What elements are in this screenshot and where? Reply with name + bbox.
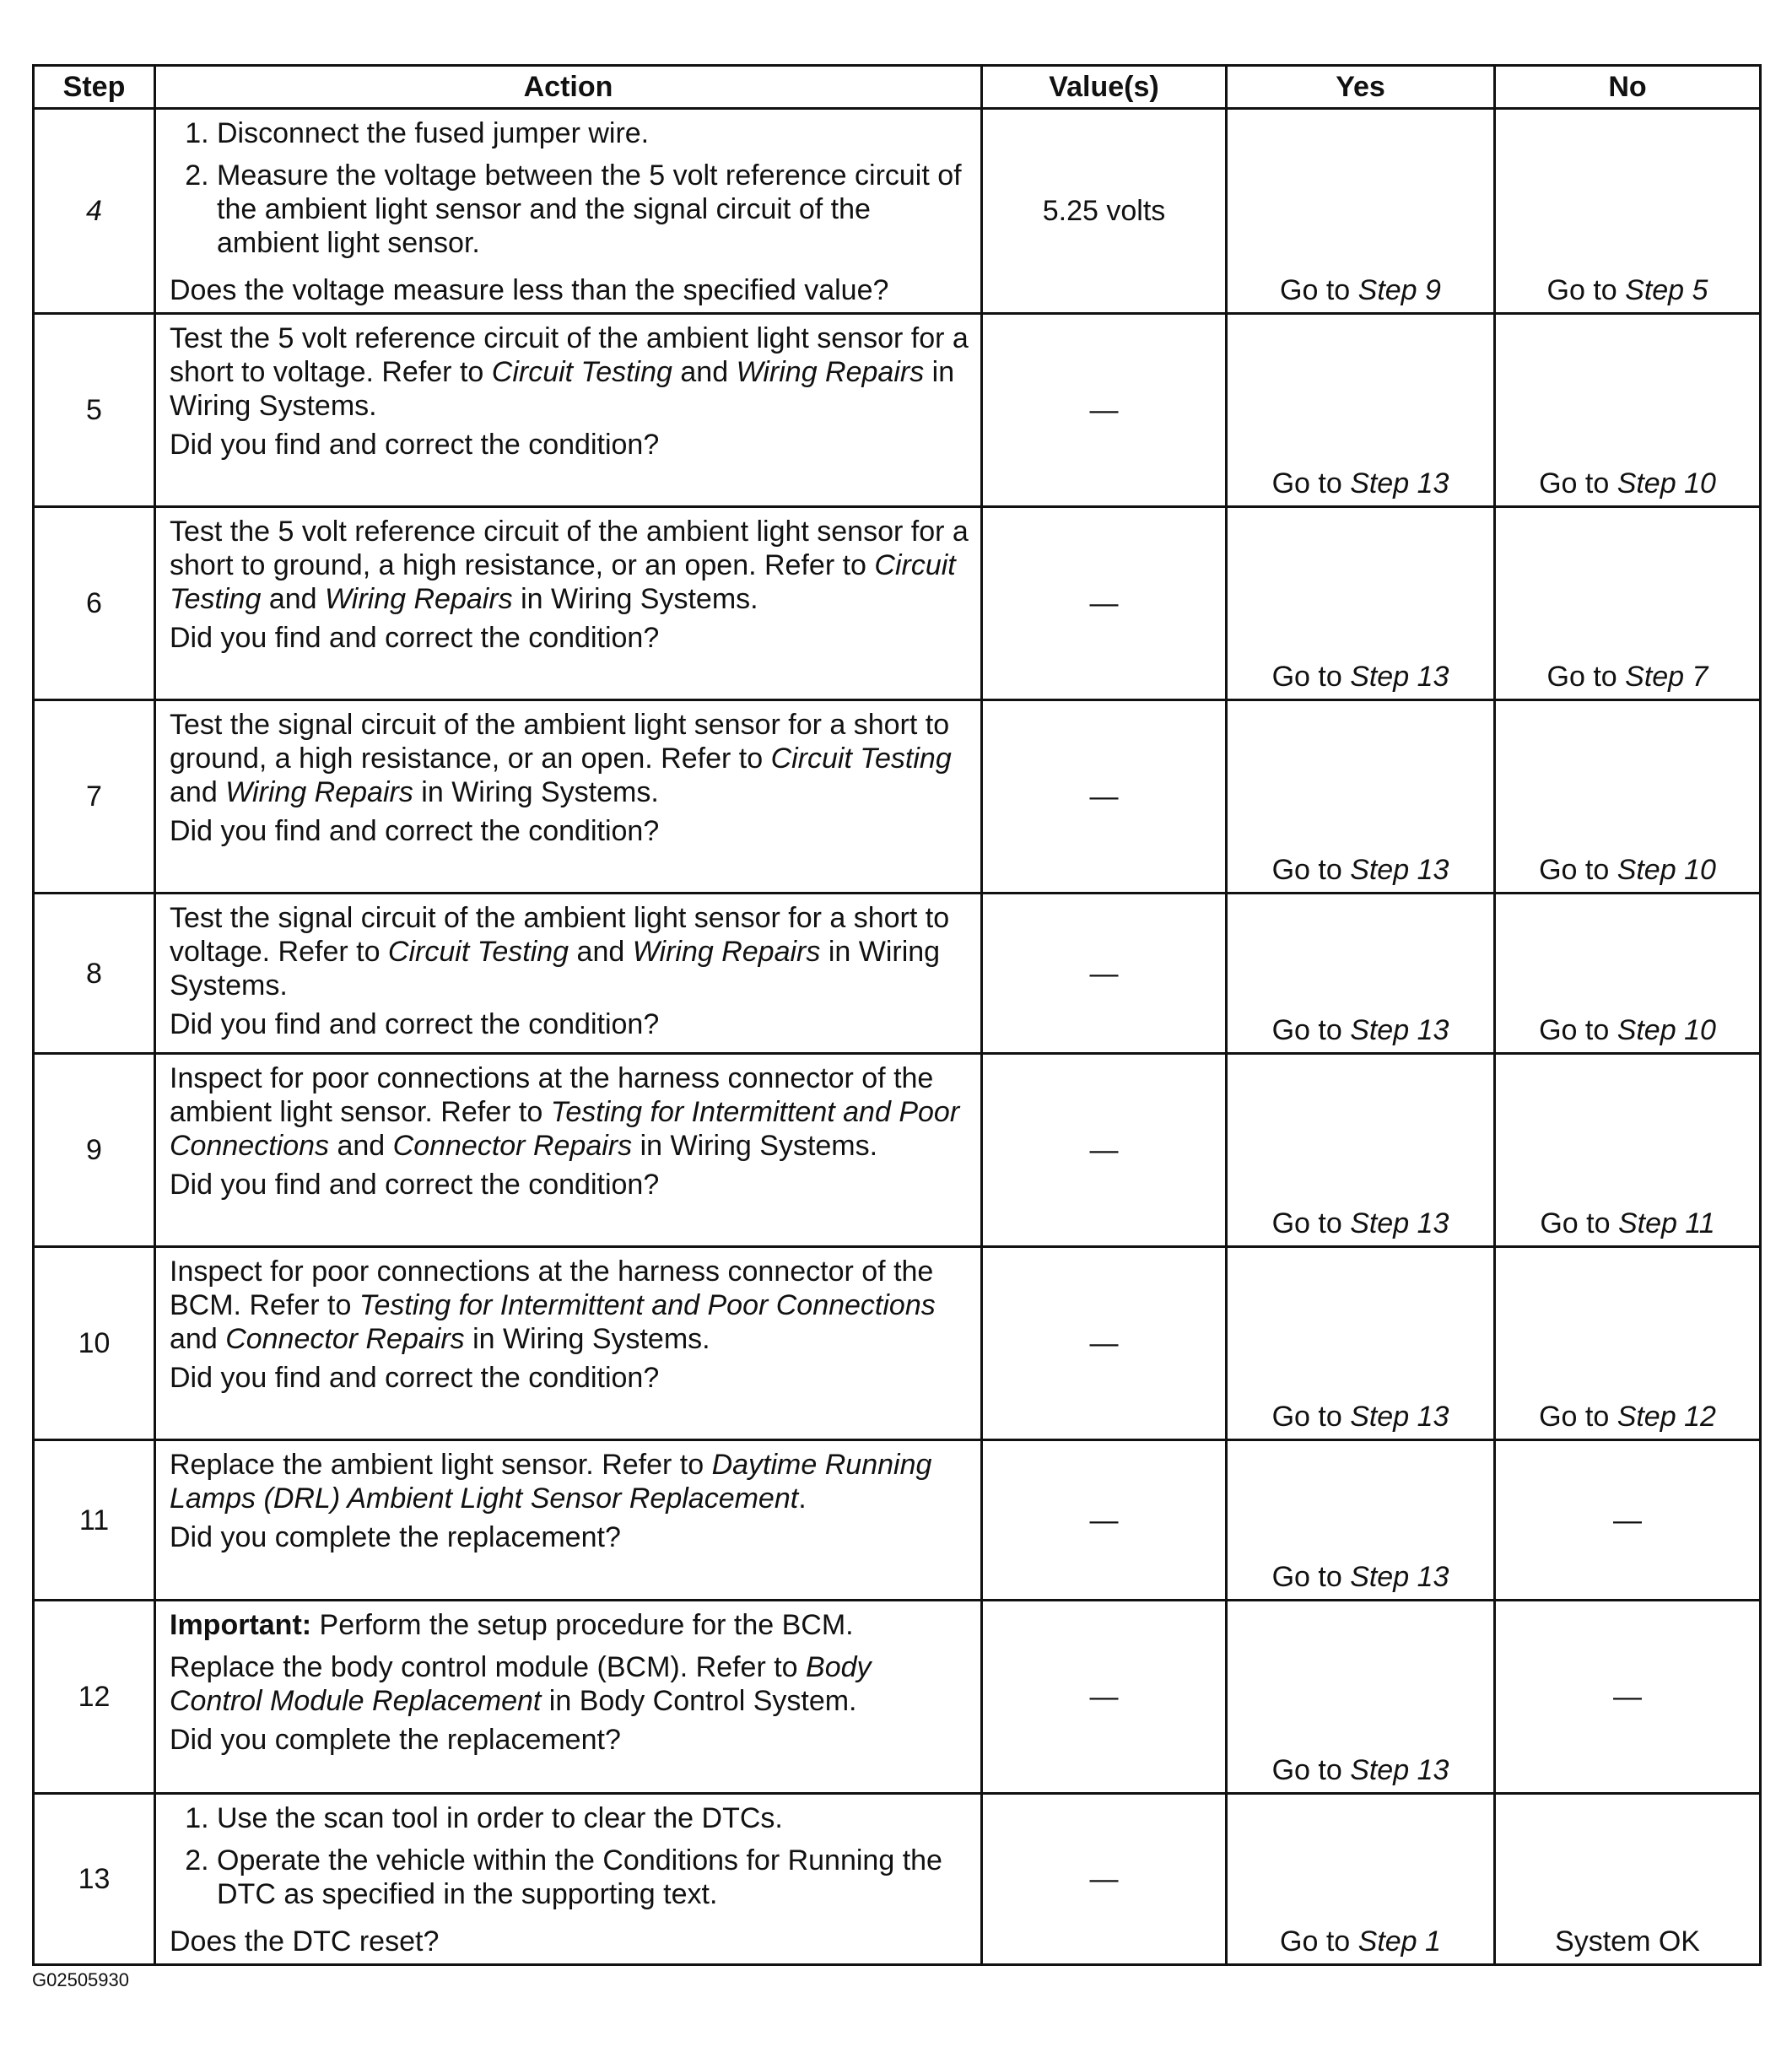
action-text <box>170 1650 969 1718</box>
figure-id: G02505930 <box>32 1969 129 1990</box>
step-number: 5 <box>34 314 155 507</box>
action-cell <box>155 700 982 894</box>
value-cell: — <box>982 314 1227 507</box>
action-text-part: . <box>798 1482 807 1515</box>
action-steps <box>170 116 969 260</box>
step-number: 12 <box>34 1601 155 1794</box>
header-action: Action <box>155 66 982 109</box>
action-cell <box>155 1601 982 1794</box>
action-cell <box>155 1054 982 1247</box>
goto-prefix: Go to <box>1280 274 1358 306</box>
step-link: Step 13 <box>1350 661 1449 693</box>
step-link: Step 13 <box>1350 1754 1449 1786</box>
action-text-part: in Wiring Systems. <box>170 356 955 422</box>
header-step: Step <box>34 66 155 109</box>
action-text-part: and <box>569 936 633 968</box>
action-cell <box>155 894 982 1054</box>
action-text-part: in Wiring Systems. <box>632 1130 878 1162</box>
yes-cell <box>1227 700 1495 894</box>
doc-reference: Wiring Repairs <box>325 583 513 615</box>
action-step-item: 1. Use the scan tool in order to clear the DTCs. <box>217 1801 969 1835</box>
yes-cell <box>1227 1601 1495 1794</box>
yes-cell <box>1227 1054 1495 1247</box>
goto-prefix: Go to <box>1271 854 1351 886</box>
doc-reference: Wiring Repairs <box>736 356 925 388</box>
step-link: Step 13 <box>1350 1207 1449 1239</box>
doc-reference: Wiring Repairs <box>632 936 821 968</box>
no-cell <box>1495 314 1761 507</box>
action-question: Does the voltage measure less than the specified value? <box>170 274 889 306</box>
goto-prefix: Go to <box>1539 854 1617 886</box>
action-text <box>170 1061 969 1163</box>
step-link: Step 10 <box>1617 1014 1716 1046</box>
action-text-part: Inspect for poor connections at the harness connector of the ambient light sensor. Refer to <box>170 1062 934 1128</box>
action-cell <box>155 1440 982 1601</box>
table-row <box>34 507 1761 700</box>
no-cell <box>1495 507 1761 700</box>
action-text-part: Test the 5 volt reference circuit of the ambient light sensor for a short to ground, a high resistance, or an open. Refer to <box>170 516 969 581</box>
yes-cell <box>1227 1794 1495 1965</box>
table-row <box>34 1440 1761 1601</box>
header-row <box>34 66 1761 109</box>
action-text-part: and <box>170 776 226 808</box>
goto-prefix: Go to <box>1271 467 1351 500</box>
important-text: Perform the setup procedure for the BCM. <box>311 1609 854 1641</box>
action-text-part: in Wiring Systems. <box>512 583 758 615</box>
header-no: No <box>1495 66 1761 109</box>
action-question: Did you complete the replacement? <box>170 1724 621 1756</box>
step-number: 4 <box>34 109 155 314</box>
yes-cell <box>1227 894 1495 1054</box>
goto-prefix: Go to <box>1540 1207 1618 1239</box>
step-link: Step 1 <box>1357 1925 1441 1958</box>
step-link: Step 10 <box>1617 854 1716 886</box>
no-cell: System OK <box>1495 1794 1761 1965</box>
goto-prefix: Go to <box>1271 1401 1351 1433</box>
no-cell <box>1495 1247 1761 1440</box>
table-row <box>34 1601 1761 1794</box>
action-text-part: in Wiring Systems. <box>413 776 659 808</box>
goto-prefix: Go to <box>1271 1754 1351 1786</box>
action-text-part: Inspect for poor connections at the harness connector of the BCM. Refer to <box>170 1256 934 1321</box>
goto-prefix: Go to <box>1539 1014 1617 1046</box>
step-link: Step 13 <box>1350 467 1449 500</box>
action-text-part: Test the 5 volt reference circuit of the ambient light sensor for a short to voltage. Refer to <box>170 322 969 388</box>
table-row <box>34 109 1761 314</box>
action-steps <box>170 1801 969 1911</box>
important-note <box>170 1608 969 1642</box>
no-cell: — <box>1495 1601 1761 1794</box>
action-text-part: in Body Control System. <box>541 1685 857 1717</box>
step-link: Step 5 <box>1625 274 1708 306</box>
goto-prefix: Go to <box>1271 1561 1351 1593</box>
doc-reference: Daytime Running Lamps (DRL) Ambient Light Sensor Replacement <box>170 1449 932 1515</box>
doc-reference: Circuit Testing <box>770 742 952 775</box>
yes-cell <box>1227 1247 1495 1440</box>
action-question: Did you find and correct the condition? <box>170 1169 660 1201</box>
step-number: 9 <box>34 1054 155 1247</box>
goto-prefix: Go to <box>1271 661 1351 693</box>
step-number: 11 <box>34 1440 155 1601</box>
action-text-part: Test the signal circuit of the ambient light sensor for a short to voltage. Refer to <box>170 902 950 968</box>
doc-reference: Wiring Repairs <box>225 776 413 808</box>
doc-reference: Circuit Testing <box>491 356 672 388</box>
action-text-part: Replace the ambient light sensor. Refer to <box>170 1449 712 1481</box>
action-text <box>170 708 969 809</box>
action-cell <box>155 1247 982 1440</box>
value-cell: — <box>982 1440 1227 1601</box>
action-text <box>170 901 969 1002</box>
step-link: Step 10 <box>1617 467 1716 500</box>
action-text <box>170 1255 969 1356</box>
action-text-part: and <box>261 583 325 615</box>
goto-prefix: Go to <box>1271 1207 1351 1239</box>
action-text-part: and <box>672 356 737 388</box>
goto-prefix: Go to <box>1539 1401 1617 1433</box>
value-cell: — <box>982 1247 1227 1440</box>
doc-reference: Connector Repairs <box>392 1130 633 1162</box>
action-text <box>170 1448 969 1515</box>
goto-prefix: Go to <box>1539 467 1617 500</box>
table-row <box>34 1794 1761 1965</box>
step-number: 6 <box>34 507 155 700</box>
action-text <box>170 515 969 616</box>
value-cell: 5.25 volts <box>982 109 1227 314</box>
action-question: Does the DTC reset? <box>170 1925 440 1958</box>
value-cell: — <box>982 1054 1227 1247</box>
action-text-part: Replace the body control module (BCM). Refer to <box>170 1651 807 1683</box>
action-question: Did you find and correct the condition? <box>170 429 660 461</box>
action-step-item: 2. Measure the voltage between the 5 volt reference circuit of the ambient light sensor and the signal circuit of the ambient light sensor. <box>217 159 969 260</box>
yes-cell <box>1227 507 1495 700</box>
goto-prefix: Go to <box>1271 1014 1351 1046</box>
step-link: Step 12 <box>1617 1401 1716 1433</box>
header-values: Value(s) <box>982 66 1227 109</box>
no-cell: — <box>1495 1440 1761 1601</box>
step-number: 7 <box>34 700 155 894</box>
value-cell: — <box>982 1794 1227 1965</box>
no-cell <box>1495 109 1761 314</box>
no-cell <box>1495 1054 1761 1247</box>
table-row <box>34 894 1761 1054</box>
step-link: Step 13 <box>1350 1014 1449 1046</box>
value-cell: — <box>982 700 1227 894</box>
doc-reference: Body Control Module Replacement <box>170 1651 872 1717</box>
table-row <box>34 1054 1761 1247</box>
yes-cell <box>1227 314 1495 507</box>
no-cell <box>1495 700 1761 894</box>
step-link: Step 11 <box>1617 1207 1715 1239</box>
action-cell <box>155 109 982 314</box>
doc-reference: Circuit Testing <box>170 549 956 615</box>
action-text-part: and <box>329 1130 393 1162</box>
goto-prefix: Go to <box>1546 661 1626 693</box>
step-number: 8 <box>34 894 155 1054</box>
doc-reference: Testing for Intermittent and Poor Connections <box>170 1096 960 1162</box>
yes-cell <box>1227 1440 1495 1601</box>
value-cell: — <box>982 894 1227 1054</box>
action-text-part: Test the signal circuit of the ambient light sensor for a short to ground, a high resistance, or an open. Refer to <box>170 709 950 775</box>
important-label: Important: <box>170 1609 312 1641</box>
goto-prefix: Go to <box>1280 1925 1358 1958</box>
value-cell: — <box>982 507 1227 700</box>
step-link: Step 13 <box>1350 854 1449 886</box>
step-link: Step 7 <box>1625 661 1708 693</box>
action-cell <box>155 1794 982 1965</box>
value-cell: — <box>982 1601 1227 1794</box>
action-step-item: 1. Disconnect the fused jumper wire. <box>217 116 969 150</box>
action-cell <box>155 507 982 700</box>
action-text <box>170 321 969 423</box>
action-question: Did you complete the replacement? <box>170 1521 621 1553</box>
action-text-part: and <box>170 1323 226 1355</box>
diagnostic-table <box>32 64 1762 1966</box>
action-text-part: in Wiring Systems. <box>170 936 941 1002</box>
goto-prefix: Go to <box>1546 274 1626 306</box>
action-question: Did you find and correct the condition? <box>170 1008 660 1040</box>
doc-reference: Connector Repairs <box>225 1323 465 1355</box>
header-yes: Yes <box>1227 66 1495 109</box>
action-question: Did you find and correct the condition? <box>170 622 660 654</box>
no-cell <box>1495 894 1761 1054</box>
step-link: Step 9 <box>1357 274 1441 306</box>
step-link: Step 13 <box>1350 1401 1449 1433</box>
action-step-item: 2. Operate the vehicle within the Conditions for Running the DTC as specified in the supporting text. <box>217 1844 969 1911</box>
step-link: Step 13 <box>1350 1561 1449 1593</box>
step-number: 10 <box>34 1247 155 1440</box>
action-question: Did you find and correct the condition? <box>170 1362 660 1394</box>
doc-reference: Testing for Intermittent and Poor Connections <box>359 1289 936 1321</box>
action-text-part: in Wiring Systems. <box>464 1323 710 1355</box>
table-row <box>34 1247 1761 1440</box>
yes-cell <box>1227 109 1495 314</box>
table-row <box>34 314 1761 507</box>
action-question: Did you find and correct the condition? <box>170 815 660 847</box>
step-number: 13 <box>34 1794 155 1965</box>
doc-reference: Circuit Testing <box>387 936 569 968</box>
table-row <box>34 700 1761 894</box>
action-cell <box>155 314 982 507</box>
